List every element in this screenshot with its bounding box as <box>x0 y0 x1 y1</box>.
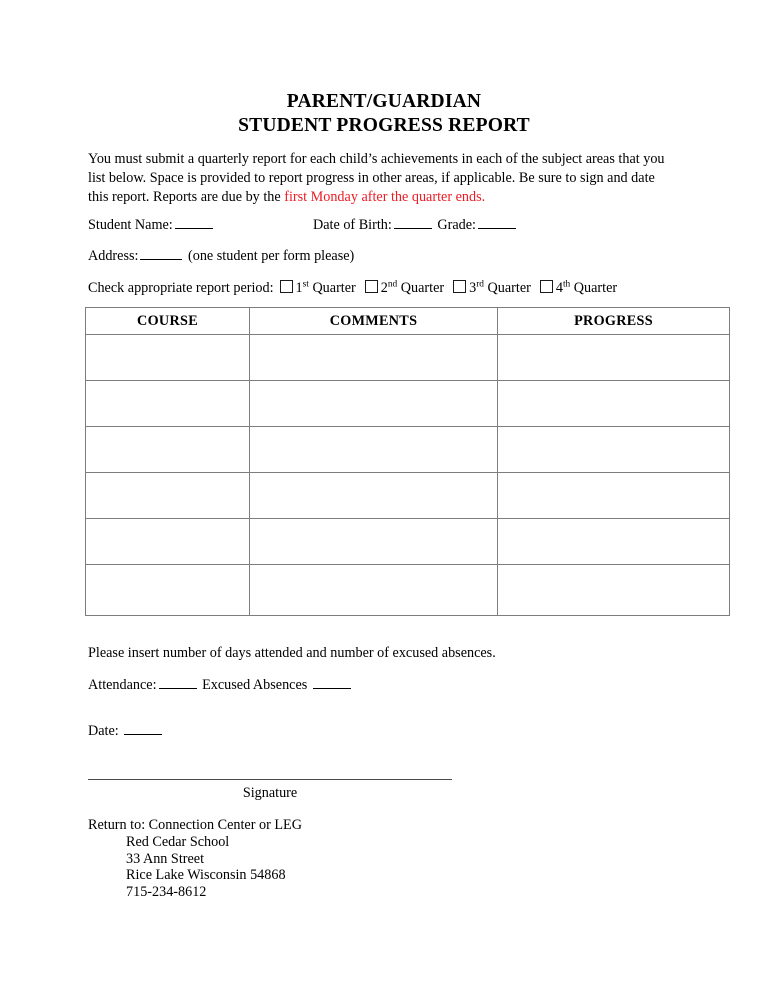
quarter-number-2: 2 <box>380 280 388 296</box>
quarter-label-3: Quarter <box>487 280 531 296</box>
title-line-2: STUDENT PROGRESS REPORT <box>238 115 530 136</box>
quarter-option-1[interactable] <box>280 279 356 298</box>
cell-comments[interactable] <box>250 565 498 616</box>
table-row <box>86 335 730 381</box>
return-to-line: Return to: Connection Center or LEG <box>88 817 302 833</box>
student-name-field-row <box>88 216 215 235</box>
grade-label: Grade: <box>437 217 476 233</box>
student-name-input[interactable] <box>175 216 213 229</box>
date-label: Date: <box>88 723 119 739</box>
checkbox-icon[interactable] <box>365 280 378 293</box>
quarter-option-2[interactable] <box>365 279 444 298</box>
intro-text: You must submit a quarterly report for each child’s achievements in each of the subject areas that you list below. Space is provided to report progress in other areas, if applicable. Be sure to sign and date this report. Reports are due by the <box>88 151 665 205</box>
quarter-checkbox-group <box>280 279 627 298</box>
quarter-ordinal-2: nd <box>387 279 398 290</box>
checkbox-icon[interactable] <box>453 280 466 293</box>
cell-course[interactable] <box>86 335 250 381</box>
quarter-option-4[interactable] <box>540 279 617 298</box>
table-row <box>86 381 730 427</box>
quarter-number-4: 4 <box>555 280 563 296</box>
date-of-birth-input[interactable] <box>394 216 432 229</box>
cell-comments[interactable] <box>250 381 498 427</box>
address-label: Address: <box>88 248 139 264</box>
progress-table <box>85 307 730 616</box>
report-period-label: Check appropriate report period: <box>88 280 274 296</box>
quarter-ordinal-1: st <box>302 279 309 290</box>
attendance-note: Please insert number of days attended and number of excused absences. <box>88 645 496 661</box>
cell-comments[interactable] <box>250 335 498 381</box>
grade-input[interactable] <box>478 216 516 229</box>
title-line-1: PARENT/GUARDIAN <box>286 91 482 112</box>
signature-line[interactable] <box>88 779 452 780</box>
cell-progress[interactable] <box>498 473 730 519</box>
cell-progress[interactable] <box>498 335 730 381</box>
address-field-row <box>88 247 354 266</box>
cell-progress[interactable] <box>498 519 730 565</box>
date-of-birth-label: Date of Birth: <box>313 217 392 233</box>
quarter-label-2: Quarter <box>400 280 445 296</box>
quarter-label-1: Quarter <box>312 280 356 296</box>
column-header-progress: PROGRESS <box>498 308 730 335</box>
cell-course[interactable] <box>86 381 250 427</box>
quarter-number-3: 3 <box>469 280 477 296</box>
cell-progress[interactable] <box>498 565 730 616</box>
school-name-line: Red Cedar School <box>126 833 230 850</box>
dob-grade-field-row <box>313 216 518 235</box>
excused-absences-input[interactable] <box>313 676 351 689</box>
column-header-comments: COMMENTS <box>250 308 498 335</box>
cell-course[interactable] <box>86 473 250 519</box>
checkbox-icon[interactable] <box>280 280 293 293</box>
attendance-field-row <box>88 676 353 695</box>
phone-line: 715-234-8612 <box>126 884 207 901</box>
table-row <box>86 473 730 519</box>
cell-course[interactable] <box>86 427 250 473</box>
intro-red-emphasis: first Monday after the quarter ends. <box>284 189 486 205</box>
intro-paragraph <box>88 150 678 207</box>
cell-course[interactable] <box>86 519 250 565</box>
cell-comments[interactable] <box>250 519 498 565</box>
signature-caption: Signature <box>242 785 298 801</box>
quarter-option-3[interactable] <box>453 279 531 298</box>
table-row <box>86 519 730 565</box>
table-header-row <box>86 308 730 335</box>
cell-progress[interactable] <box>498 427 730 473</box>
date-field-row <box>88 722 164 741</box>
quarter-ordinal-3: rd <box>476 279 484 290</box>
column-header-course: COURSE <box>86 308 250 335</box>
return-address-block <box>88 817 302 901</box>
table-row <box>86 565 730 616</box>
cell-comments[interactable] <box>250 427 498 473</box>
quarter-label-4: Quarter <box>573 280 618 296</box>
date-input[interactable] <box>124 722 162 735</box>
street-line: 33 Ann Street <box>126 850 205 867</box>
checkbox-icon[interactable] <box>540 280 553 293</box>
address-note: (one student per form please) <box>188 248 355 264</box>
quarter-number-1: 1 <box>295 280 303 296</box>
attendance-input[interactable] <box>159 676 197 689</box>
report-period-row <box>88 279 626 298</box>
excused-absences-label: Excused Absences <box>202 677 308 693</box>
cell-course[interactable] <box>86 565 250 616</box>
address-input[interactable] <box>140 247 182 260</box>
cell-comments[interactable] <box>250 473 498 519</box>
page-title <box>0 90 768 138</box>
student-name-label: Student Name: <box>88 217 173 233</box>
cell-progress[interactable] <box>498 381 730 427</box>
table-row <box>86 427 730 473</box>
quarter-ordinal-4: th <box>562 279 571 290</box>
attendance-label: Attendance: <box>88 677 157 693</box>
city-state-zip-line: Rice Lake Wisconsin 54868 <box>126 867 286 884</box>
